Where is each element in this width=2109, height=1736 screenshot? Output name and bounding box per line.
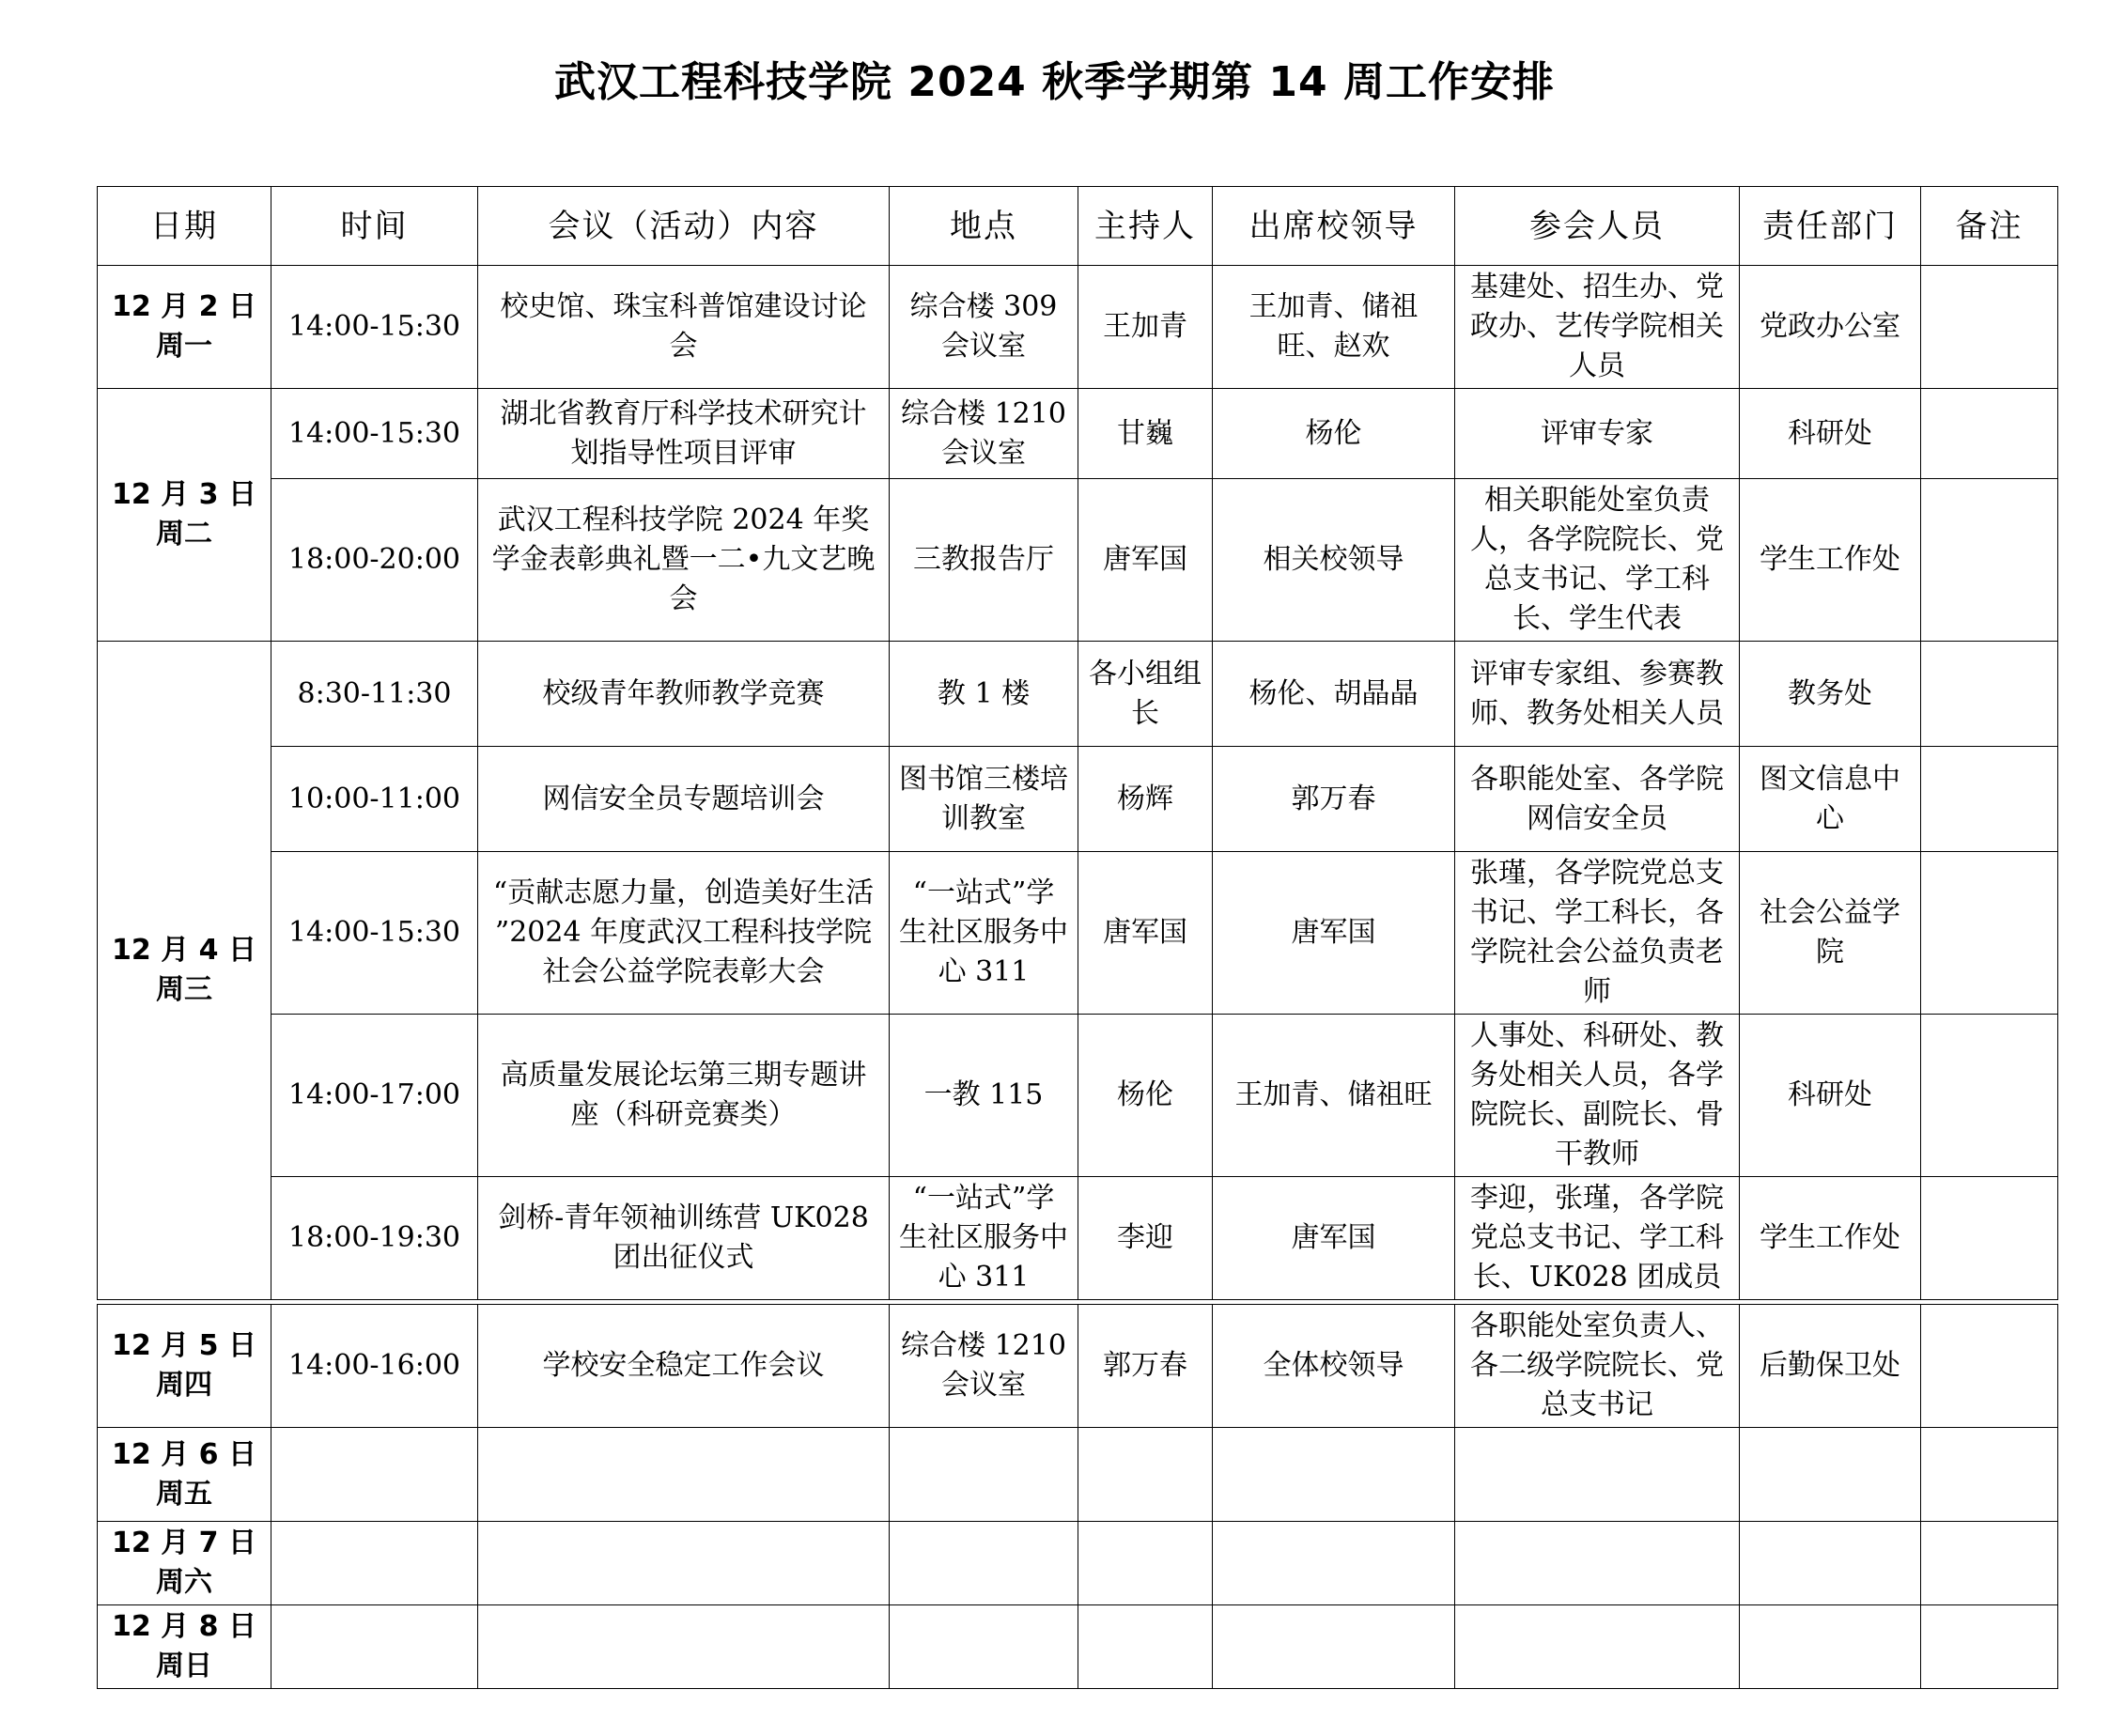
attendees-cell bbox=[1455, 1428, 1740, 1522]
leaders-cell: 王加青、储祖旺、赵欢 bbox=[1213, 266, 1455, 389]
leaders-cell: 唐军国 bbox=[1213, 1177, 1455, 1300]
table-row bbox=[98, 1428, 2058, 1522]
content-cell: 校级青年教师教学竞赛 bbox=[478, 642, 890, 747]
department-cell bbox=[1740, 1428, 1921, 1522]
leaders-cell: 杨伦、胡晶晶 bbox=[1213, 642, 1455, 747]
date-label: 12 月 7 日 bbox=[112, 1527, 256, 1559]
content-cell bbox=[478, 1605, 890, 1689]
date-cell bbox=[98, 642, 271, 1300]
remarks-cell bbox=[1921, 1015, 2058, 1177]
weekday-label: 周二 bbox=[156, 518, 212, 550]
host-cell: 杨辉 bbox=[1078, 747, 1213, 852]
time-cell: 14:00-15:30 bbox=[271, 389, 478, 479]
date-cell bbox=[98, 1522, 271, 1605]
weekday-label: 周日 bbox=[156, 1650, 212, 1682]
header-time: 时间 bbox=[271, 187, 478, 266]
department-cell: 图文信息中心 bbox=[1740, 747, 1921, 852]
time-cell: 10:00-11:00 bbox=[271, 747, 478, 852]
host-cell: 王加青 bbox=[1078, 266, 1213, 389]
weekday-label: 周六 bbox=[156, 1566, 212, 1599]
content-cell: 武汉工程科技学院 2024 年奖学金表彰典礼暨一二•九文艺晚会 bbox=[478, 479, 890, 642]
department-cell: 学生工作处 bbox=[1740, 1177, 1921, 1300]
date-label: 12 月 3 日 bbox=[112, 478, 256, 511]
time-cell: 14:00-15:30 bbox=[271, 852, 478, 1015]
department-cell: 后勤保卫处 bbox=[1740, 1305, 1921, 1428]
remarks-cell bbox=[1921, 1428, 2058, 1522]
host-cell: 唐军国 bbox=[1078, 479, 1213, 642]
date-cell bbox=[98, 389, 271, 642]
remarks-cell bbox=[1921, 747, 2058, 852]
time-cell bbox=[271, 1428, 478, 1522]
department-cell: 党政办公室 bbox=[1740, 266, 1921, 389]
remarks-cell bbox=[1921, 642, 2058, 747]
location-cell: 三教报告厅 bbox=[890, 479, 1078, 642]
location-cell: 图书馆三楼培训教室 bbox=[890, 747, 1078, 852]
host-cell: 李迎 bbox=[1078, 1177, 1213, 1300]
host-cell bbox=[1078, 1605, 1213, 1689]
header-remarks: 备注 bbox=[1921, 187, 2058, 266]
attendees-cell: 人事处、科研处、教务处相关人员，各学院院长、副院长、骨干教师 bbox=[1455, 1015, 1740, 1177]
date-label: 12 月 5 日 bbox=[112, 1329, 256, 1362]
attendees-cell: 各职能处室、各学院网信安全员 bbox=[1455, 747, 1740, 852]
weekday-label: 周五 bbox=[156, 1477, 212, 1511]
attendees-cell: 李迎，张瑾，各学院党总支书记、学工科长、UK028 团成员 bbox=[1455, 1177, 1740, 1300]
location-cell bbox=[890, 1605, 1078, 1689]
attendees-cell: 基建处、招生办、党政办、艺传学院相关人员 bbox=[1455, 266, 1740, 389]
time-cell: 18:00-19:30 bbox=[271, 1177, 478, 1300]
location-cell bbox=[890, 1428, 1078, 1522]
location-cell: 教 1 楼 bbox=[890, 642, 1078, 747]
department-cell: 科研处 bbox=[1740, 1015, 1921, 1177]
time-cell: 14:00-16:00 bbox=[271, 1305, 478, 1428]
header-date: 日期 bbox=[98, 187, 271, 266]
leaders-cell: 杨伦 bbox=[1213, 389, 1455, 479]
location-cell: “一站式”学生社区服务中心 311 bbox=[890, 1177, 1078, 1300]
date-label: 12 月 6 日 bbox=[112, 1437, 256, 1471]
location-cell: 综合楼 1210 会议室 bbox=[890, 1305, 1078, 1428]
content-cell: 校史馆、珠宝科普馆建设讨论会 bbox=[478, 266, 890, 389]
table-row bbox=[98, 479, 2058, 642]
weekday-label: 周三 bbox=[156, 973, 212, 1006]
header-host: 主持人 bbox=[1078, 187, 1213, 266]
remarks-cell bbox=[1921, 1305, 2058, 1428]
content-cell: 湖北省教育厅科学技术研究计划指导性项目评审 bbox=[478, 389, 890, 479]
table-row bbox=[98, 389, 2058, 479]
header-department: 责任部门 bbox=[1740, 187, 1921, 266]
host-cell: 唐军国 bbox=[1078, 852, 1213, 1015]
table-row bbox=[98, 1015, 2058, 1177]
host-cell bbox=[1078, 1522, 1213, 1605]
leaders-cell: 王加青、储祖旺 bbox=[1213, 1015, 1455, 1177]
leaders-cell: 相关校领导 bbox=[1213, 479, 1455, 642]
content-cell: 学校安全稳定工作会议 bbox=[478, 1305, 890, 1428]
date-cell bbox=[98, 266, 271, 389]
remarks-cell bbox=[1921, 852, 2058, 1015]
content-cell: 高质量发展论坛第三期专题讲座（科研竞赛类） bbox=[478, 1015, 890, 1177]
leaders-cell bbox=[1213, 1522, 1455, 1605]
department-cell bbox=[1740, 1522, 1921, 1605]
attendees-cell: 张瑾，各学院党总支书记、学工科长，各学院社会公益负责老师 bbox=[1455, 852, 1740, 1015]
remarks-cell bbox=[1921, 266, 2058, 389]
weekday-label: 周四 bbox=[156, 1369, 212, 1402]
date-cell bbox=[98, 1428, 271, 1522]
department-cell: 教务处 bbox=[1740, 642, 1921, 747]
content-cell: 剑桥-青年领袖训练营 UK028 团出征仪式 bbox=[478, 1177, 890, 1300]
attendees-cell: 相关职能处室负责人，各学院院长、党总支书记、学工科长、学生代表 bbox=[1455, 479, 1740, 642]
content-cell bbox=[478, 1522, 890, 1605]
leaders-cell bbox=[1213, 1428, 1455, 1522]
attendees-cell: 评审专家组、参赛教师、教务处相关人员 bbox=[1455, 642, 1740, 747]
header-leaders: 出席校领导 bbox=[1213, 187, 1455, 266]
content-cell: 网信安全员专题培训会 bbox=[478, 747, 890, 852]
leaders-cell: 唐军国 bbox=[1213, 852, 1455, 1015]
department-cell: 学生工作处 bbox=[1740, 479, 1921, 642]
attendees-cell bbox=[1455, 1605, 1740, 1689]
host-cell: 甘巍 bbox=[1078, 389, 1213, 479]
header-row bbox=[98, 187, 2058, 266]
department-cell: 科研处 bbox=[1740, 389, 1921, 479]
table-row bbox=[98, 1522, 2058, 1605]
attendees-cell: 各职能处室负责人、各二级学院院长、党总支书记 bbox=[1455, 1305, 1740, 1428]
time-cell: 14:00-15:30 bbox=[271, 266, 478, 389]
time-cell: 8:30-11:30 bbox=[271, 642, 478, 747]
host-cell: 郭万春 bbox=[1078, 1305, 1213, 1428]
date-label: 12 月 8 日 bbox=[112, 1610, 256, 1643]
date-cell bbox=[98, 1605, 271, 1689]
remarks-cell bbox=[1921, 479, 2058, 642]
table-row bbox=[98, 747, 2058, 852]
weekday-label: 周一 bbox=[156, 330, 212, 363]
content-cell bbox=[478, 1428, 890, 1522]
date-label: 12 月 4 日 bbox=[112, 934, 256, 967]
header-location: 地点 bbox=[890, 187, 1078, 266]
attendees-cell: 评审专家 bbox=[1455, 389, 1740, 479]
time-cell: 18:00-20:00 bbox=[271, 479, 478, 642]
table-row bbox=[98, 1177, 2058, 1300]
remarks-cell bbox=[1921, 1605, 2058, 1689]
content-cell: “贡献志愿力量，创造美好生活 ”2024 年度武汉工程科技学院社会公益学院表彰大会 bbox=[478, 852, 890, 1015]
table-row bbox=[98, 642, 2058, 747]
leaders-cell bbox=[1213, 1605, 1455, 1689]
page-title: 武汉工程科技学院 2024 秋季学期第 14 周工作安排 bbox=[554, 58, 1555, 106]
table-row bbox=[98, 1605, 2058, 1689]
remarks-cell bbox=[1921, 389, 2058, 479]
date-cell bbox=[98, 1305, 271, 1428]
location-cell: “一站式”学生社区服务中心 311 bbox=[890, 852, 1078, 1015]
schedule-table-main bbox=[97, 186, 2058, 1300]
remarks-cell bbox=[1921, 1177, 2058, 1300]
header-content: 会议（活动）内容 bbox=[478, 187, 890, 266]
table-row bbox=[98, 1305, 2058, 1428]
date-label: 12 月 2 日 bbox=[112, 290, 256, 323]
schedule-table-continued bbox=[97, 1304, 2058, 1689]
table-row bbox=[98, 852, 2058, 1015]
table-row bbox=[98, 266, 2058, 389]
host-cell bbox=[1078, 1428, 1213, 1522]
leaders-cell: 郭万春 bbox=[1213, 747, 1455, 852]
location-cell: 一教 115 bbox=[890, 1015, 1078, 1177]
time-cell bbox=[271, 1522, 478, 1605]
department-cell: 社会公益学院 bbox=[1740, 852, 1921, 1015]
host-cell: 杨伦 bbox=[1078, 1015, 1213, 1177]
location-cell: 综合楼 309 会议室 bbox=[890, 266, 1078, 389]
department-cell bbox=[1740, 1605, 1921, 1689]
time-cell bbox=[271, 1605, 478, 1689]
host-cell: 各小组组长 bbox=[1078, 642, 1213, 747]
header-attendees: 参会人员 bbox=[1455, 187, 1740, 266]
remarks-cell bbox=[1921, 1522, 2058, 1605]
leaders-cell: 全体校领导 bbox=[1213, 1305, 1455, 1428]
time-cell: 14:00-17:00 bbox=[271, 1015, 478, 1177]
location-cell: 综合楼 1210 会议室 bbox=[890, 389, 1078, 479]
location-cell bbox=[890, 1522, 1078, 1605]
attendees-cell bbox=[1455, 1522, 1740, 1605]
